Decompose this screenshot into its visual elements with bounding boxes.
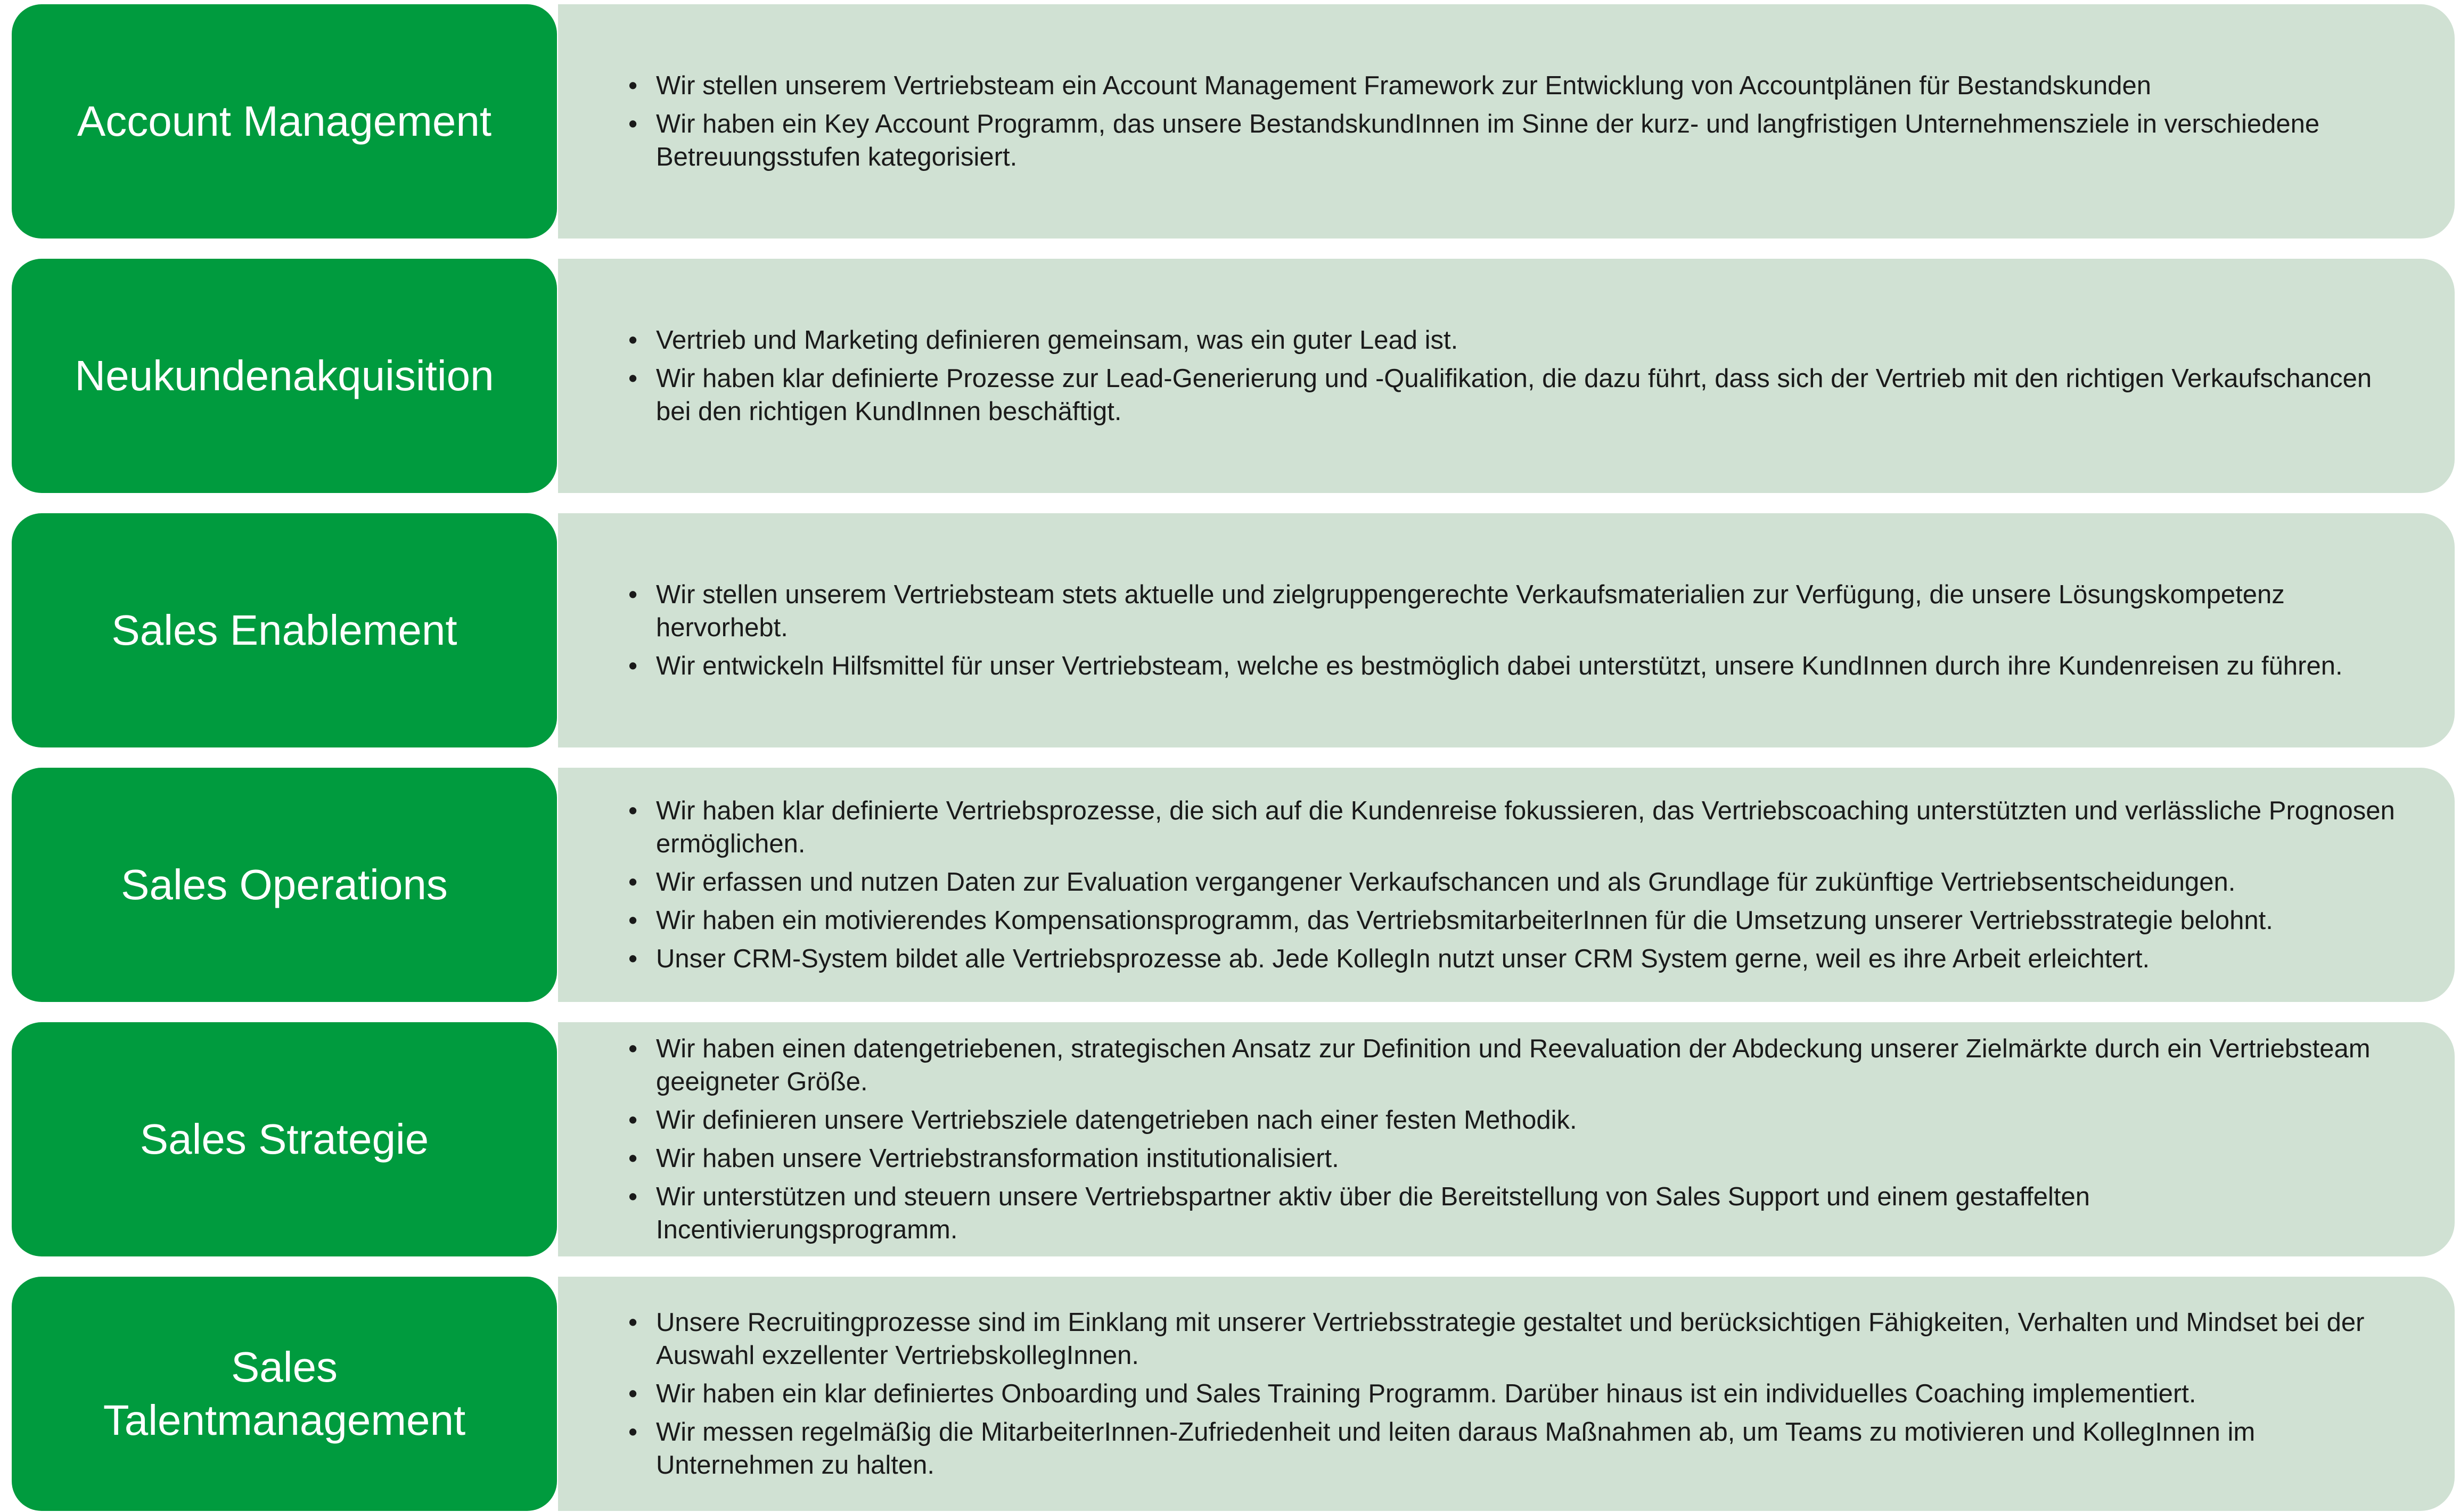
category-label-box <box>12 259 557 493</box>
row-sales-strategie <box>0 1018 2460 1258</box>
bullet-list <box>628 1032 2396 1246</box>
category-description-box <box>558 768 2455 1002</box>
bullet-item: • Wir entwickeln Hilfsmittel für unser Vertriebsteam, welche es bestmöglich dabei unterstützt, unsere KundInnen durch ihre Kundenreisen zu führen. <box>628 650 2396 683</box>
bullet-item: • Wir haben klar definierte Vertriebsprozesse, die sich auf die Kundenreise fokussieren, das Vertriebscoaching unterstützten und verlässliche Prognosen ermöglichen. <box>628 794 2396 860</box>
bullet-list <box>628 578 2396 683</box>
bullet-item: • Wir definieren unsere Vertriebsziele datengetrieben nach einer festen Methodik. <box>628 1104 2396 1137</box>
bullet-item: • Wir stellen unserem Vertriebsteam ein Account Management Framework zur Entwicklung von Accountplänen für Bestandskunden <box>628 69 2396 102</box>
category-title: Sales Enablement <box>111 606 457 654</box>
category-title: Sales Operations <box>121 861 448 908</box>
bullet-item: • Unser CRM-System bildet alle Vertriebsprozesse ab. Jede KollegIn nutzt unser CRM System gerne, weil es ihre Arbeit erleichtert. <box>628 942 2396 975</box>
row-sales-operations <box>0 763 2460 1003</box>
category-title: Sales Strategie <box>140 1115 429 1163</box>
row-account-management <box>0 0 2460 240</box>
row-neukundenakquisition <box>0 254 2460 494</box>
category-label-box <box>12 4 557 239</box>
bullet-item: • Wir unterstützen und steuern unsere Vertriebspartner aktiv über die Bereitstellung von Sales Support und einem gestaffelten Incentivierungsprogramm. <box>628 1180 2396 1246</box>
row-sales-enablement <box>0 509 2460 749</box>
bullet-item: • Wir haben klar definierte Prozesse zur Lead-Generierung und -Qualifikation, die dazu führt, dass sich der Vertrieb mit den richtigen Verkaufschancen bei den richtigen KundInnen beschäftigt. <box>628 362 2396 428</box>
category-description-box <box>558 513 2455 747</box>
category-description-box <box>558 1022 2455 1256</box>
bullet-list <box>628 324 2396 428</box>
category-label-box <box>12 1022 557 1256</box>
category-label-box <box>12 513 557 747</box>
bullet-item: • Wir haben ein motivierendes Kompensationsprogramm, das VertriebsmitarbeiterInnen für die Umsetzung unserer Vertriebsstrategie belohnt. <box>628 904 2396 937</box>
category-label-box <box>12 768 557 1002</box>
bullet-item: • Wir stellen unserem Vertriebsteam stets aktuelle und zielgruppengerechte Verkaufsmaterialien zur Verfügung, die unsere Lösungskompetenz hervorhebt. <box>628 578 2396 644</box>
category-description-box <box>558 259 2455 493</box>
row-sales-talentmanagement <box>0 1272 2460 1512</box>
bullet-item: • Wir haben einen datengetriebenen, strategischen Ansatz zur Definition und Reevaluation der Abdeckung unserer Zielmärkte durch ein Vertriebsteam geeigneter Größe. <box>628 1032 2396 1098</box>
bullet-list <box>628 794 2396 975</box>
category-title: Sales Talentmanagement <box>103 1343 466 1444</box>
category-title: Neukundenakquisition <box>75 352 494 399</box>
bullet-item: • Vertrieb und Marketing definieren gemeinsam, was ein guter Lead ist. <box>628 324 2396 357</box>
category-description-box <box>558 1277 2455 1511</box>
bullet-item: • Wir haben ein klar definiertes Onboarding und Sales Training Programm. Darüber hinaus ist ein individuelles Coaching implementiert. <box>628 1377 2396 1410</box>
category-title: Account Management <box>77 97 492 145</box>
bullet-item: • Wir haben ein Key Account Programm, das unsere BestandskundInnen im Sinne der kurz- und langfristigen Unternehmensziele in verschiedene Betreuungsstufen kategorisiert. <box>628 108 2396 174</box>
bullet-list <box>628 1306 2396 1482</box>
bullet-item: • Unsere Recruitingprozesse sind im Einklang mit unserer Vertriebsstrategie gestaltet und berücksichtigen Fähigkeiten, Verhalten und Mindset bei der Auswahl exzellenter VertriebskollegInnen. <box>628 1306 2396 1372</box>
bullet-item: • Wir haben unsere Vertriebstransformation institutionalisiert. <box>628 1142 2396 1175</box>
bullet-item: • Wir erfassen und nutzen Daten zur Evaluation vergangener Verkaufschancen und als Grundlage für zukünftige Vertriebsentscheidungen. <box>628 866 2396 899</box>
bullet-item: • Wir messen regelmäßig die MitarbeiterInnen-Zufriedenheit und leiten daraus Maßnahmen ab, um Teams zu motivieren und KollegInnen im Unternehmen zu halten. <box>628 1416 2396 1482</box>
bullet-list <box>628 69 2396 174</box>
category-label-box <box>12 1277 557 1511</box>
category-description-box <box>558 4 2455 239</box>
